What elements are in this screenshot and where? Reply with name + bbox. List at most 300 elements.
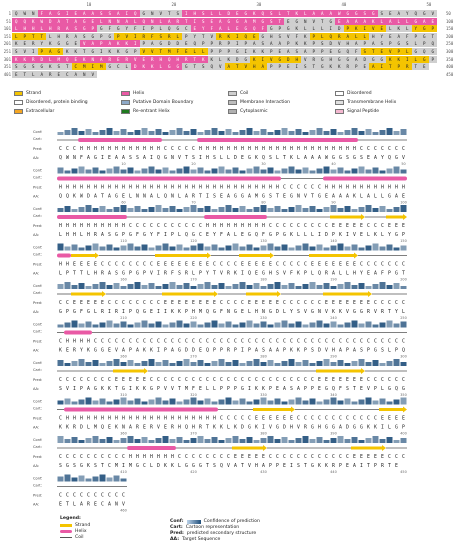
aa-letter: K <box>374 233 377 238</box>
confidence-bar <box>191 398 197 405</box>
confidence-bar <box>387 361 393 366</box>
aa-letter: T <box>185 156 188 161</box>
aa-letter: G <box>101 348 104 354</box>
confidence-bar <box>156 322 162 328</box>
aa-letter: G <box>234 310 237 315</box>
residue-cell: A <box>352 56 361 63</box>
residue-cell: L <box>12 25 21 32</box>
confidence-bar <box>387 169 393 174</box>
residue-cell: V <box>123 33 132 40</box>
residue-cell: Q <box>165 56 174 63</box>
residue-cell: S <box>378 10 387 17</box>
row-label: AA: <box>33 310 40 314</box>
confidence-bar <box>128 436 134 443</box>
confidence-bar <box>58 132 64 135</box>
confidence-bar <box>177 437 183 443</box>
confidence-bar <box>310 282 316 289</box>
pred-letter: C <box>227 339 230 345</box>
confidence-bar <box>191 170 197 174</box>
pred-letter: C <box>297 378 300 383</box>
confidence-bar <box>282 128 288 135</box>
residue-cell: W <box>38 18 47 25</box>
residue-cell: S <box>301 63 310 70</box>
pred-letter: C <box>360 339 363 345</box>
pred-letter: C <box>311 185 314 191</box>
aa-letter: Q <box>402 348 405 354</box>
pred-letter: H <box>94 185 97 191</box>
residue-cell: I <box>131 40 140 47</box>
confidence-bar <box>72 361 78 366</box>
aa-letter: Q <box>318 271 321 277</box>
residue-cell: Y <box>123 25 132 32</box>
row-label: AA: <box>33 348 40 353</box>
pred-letter: E <box>360 301 363 306</box>
residue-cell: D <box>284 56 293 63</box>
residue-cell: L <box>29 71 38 78</box>
confidence-bar <box>163 284 169 289</box>
overview-row <box>0 18 455 25</box>
tick-label: 90 <box>331 200 336 205</box>
pred-letter: C <box>59 339 62 345</box>
residue-cell: G <box>318 56 327 63</box>
aa-letter: V <box>304 310 307 315</box>
residue-cell: D <box>327 40 336 47</box>
pred-letter: H <box>66 339 69 345</box>
aa-letter: P <box>234 387 237 392</box>
residue-cell: Q <box>327 33 336 40</box>
confidence-bar <box>72 128 78 135</box>
pred-letter: E <box>367 455 370 460</box>
pred-letter: H <box>283 147 286 152</box>
pred-letter: C <box>87 455 90 460</box>
confidence-bar <box>401 205 407 212</box>
aa-letter: T <box>241 464 244 469</box>
pred-letter: E <box>276 416 279 422</box>
confidence-bar <box>247 402 253 405</box>
row-label: Conf: <box>33 130 43 134</box>
residue-cell: Q <box>63 56 72 63</box>
pred-letter: C <box>290 262 293 268</box>
psipred-legend <box>60 516 400 546</box>
aa-letter: G <box>136 464 139 469</box>
residue-cell: V <box>80 40 89 47</box>
residue-cell: G <box>80 25 89 32</box>
aa-letter: E <box>59 502 62 508</box>
confidence-bar <box>149 248 155 251</box>
pred-letter: C <box>283 224 286 229</box>
confidence-bar <box>366 322 372 328</box>
confidence-bar <box>366 246 372 251</box>
aa-letter: L <box>178 464 181 469</box>
aa-letter: F <box>136 233 139 238</box>
confidence-bar <box>93 325 99 328</box>
pred-letter: C <box>66 455 69 460</box>
aa-letter: D <box>234 156 237 161</box>
ruler-tick: 10 <box>86 2 92 7</box>
residue-cell: S <box>361 10 370 17</box>
residue-cell: V <box>89 71 98 78</box>
aa-letter: P <box>395 348 398 354</box>
confidence-bar <box>121 286 127 289</box>
aa-letter: M <box>199 310 202 315</box>
pred-letter: H <box>129 416 132 422</box>
confidence-bar <box>65 247 71 251</box>
residue-cell: V <box>301 56 310 63</box>
tick-label: 390 <box>330 431 337 436</box>
confidence-bar <box>366 438 372 443</box>
aa-letter: P <box>402 425 405 431</box>
pred-letter: H <box>381 185 384 191</box>
residue-cell: V <box>310 18 319 25</box>
residue-cell: L <box>301 25 310 32</box>
confidence-bar <box>233 325 239 328</box>
pred-letter: H <box>402 185 405 191</box>
confidence-bar <box>205 171 211 174</box>
pred-letter: H <box>178 416 181 422</box>
residue-cell: A <box>72 33 81 40</box>
tick-label: 310 <box>120 393 127 397</box>
aa-letter: A <box>262 464 265 469</box>
confidence-bar <box>387 402 393 405</box>
legend-feature <box>121 99 193 105</box>
row-start-index: 301 <box>3 56 11 62</box>
confidence-bar <box>114 359 120 366</box>
pred-letter: H <box>206 416 209 422</box>
coil-line-icon <box>60 537 72 538</box>
pred-letter: C <box>87 378 90 383</box>
aa-letter: S <box>262 348 265 354</box>
pred-letter: C <box>402 378 405 383</box>
residue-cell: T <box>80 48 89 55</box>
confidence-bar <box>205 363 211 366</box>
aa-letter: G <box>325 387 328 392</box>
aa-letter: I <box>129 387 132 392</box>
legend-feature <box>121 108 170 114</box>
residue-cell: G <box>233 48 242 55</box>
row-label: Pred: <box>33 262 43 267</box>
pred-letter: E <box>94 301 97 306</box>
aa-letter: T <box>80 271 83 277</box>
aa-letter: V <box>157 425 160 431</box>
pred-letter: C <box>276 339 279 345</box>
aa-letter: R <box>73 348 76 354</box>
pred-letter: C <box>150 378 153 383</box>
confidence-bar <box>240 363 246 366</box>
pred-letter: H <box>157 147 160 152</box>
aa-letter: L <box>276 156 279 161</box>
pred-letter: C <box>220 339 223 345</box>
tick-label: 260 <box>120 354 127 359</box>
pred-letter: C <box>108 378 111 383</box>
pred-letter: H <box>115 416 118 422</box>
confidence-bar <box>366 398 372 405</box>
aa-letter: G <box>115 194 118 200</box>
aa-letter: A <box>332 271 335 277</box>
residue-cell: C <box>182 25 191 32</box>
confidence-bar <box>142 169 148 174</box>
aa-letter: T <box>101 464 104 469</box>
residue-cell: K <box>29 18 38 25</box>
confidence-bar <box>240 282 246 289</box>
residue-cell: K <box>386 56 395 63</box>
residue-cell: G <box>344 10 353 17</box>
residue-cell: E <box>191 25 200 32</box>
residue-cell: N <box>80 71 89 78</box>
residue-cell: G <box>369 10 378 17</box>
pred-letter: C <box>332 455 335 460</box>
aa-letter: G <box>213 310 216 315</box>
residue-cell: A <box>284 48 293 55</box>
pred-letter: C <box>339 339 342 345</box>
confidence-bar <box>401 286 407 289</box>
confidence-bar <box>100 399 106 405</box>
aa-letter: L <box>248 310 251 315</box>
overview-row <box>0 71 455 78</box>
aa-letter: K <box>297 271 300 277</box>
aa-letter: F <box>192 387 195 392</box>
pred-letter: H <box>339 185 342 191</box>
confidence-bar <box>373 436 379 443</box>
pred-letter: C <box>101 493 104 499</box>
aa-letter: R <box>171 425 174 431</box>
confidence-bar <box>366 286 372 289</box>
residue-cell: V <box>429 10 438 17</box>
confidence-bar <box>58 284 64 289</box>
residue-cell: F <box>293 33 302 40</box>
confidence-bar <box>198 401 204 405</box>
residue-cell: R <box>165 33 174 40</box>
confidence-bar <box>226 170 232 174</box>
pred-letter: C <box>276 262 279 268</box>
residue-cell: H <box>267 33 276 40</box>
confidence-bar <box>366 129 372 135</box>
confidence-bar <box>345 439 351 443</box>
tick-label: 20 <box>191 162 196 166</box>
pred-letter: C <box>360 147 363 152</box>
confidence-bar <box>86 438 92 443</box>
confidence-bar <box>394 400 400 405</box>
aa-letter: S <box>213 156 216 161</box>
confidence-bar <box>177 245 183 251</box>
residue-cell: Q <box>420 48 429 55</box>
pred-letter: C <box>381 339 384 345</box>
residue-cell: E <box>72 56 81 63</box>
pred-letter: C <box>367 224 370 229</box>
pred-letter: C <box>290 455 293 460</box>
aa-letter: G <box>115 233 118 238</box>
confidence-bar <box>303 284 309 289</box>
confidence-bar <box>394 207 400 212</box>
confidence-bar <box>128 132 134 135</box>
aa-letter: Q <box>185 425 188 431</box>
confidence-bar <box>366 170 372 174</box>
residue-cell: E <box>386 10 395 17</box>
aa-letter: A <box>248 194 251 200</box>
aa-letter: P <box>66 310 69 315</box>
aa-letter: A <box>87 156 90 161</box>
residue-cell: S <box>157 33 166 40</box>
row-end-index: 150 <box>446 26 454 32</box>
pred-letter: C <box>395 339 398 345</box>
row-label: Pred: <box>33 147 43 151</box>
confidence-bar <box>65 171 71 174</box>
residue-cell: L <box>38 25 47 32</box>
residue-cell: E <box>284 18 293 25</box>
overview-row <box>0 10 455 17</box>
residue-cell: R <box>182 56 191 63</box>
aa-letter: S <box>276 271 279 277</box>
residue-cell: T <box>182 18 191 25</box>
residue-cell: K <box>12 40 21 47</box>
pred-letter: C <box>213 339 216 345</box>
pred-letter: C <box>262 378 265 383</box>
residue-cell: N <box>148 10 157 17</box>
confidence-bar <box>107 361 113 366</box>
aa-letter: S <box>213 194 216 200</box>
aa-letter: D <box>192 348 195 354</box>
pred-letter: H <box>248 185 251 191</box>
residue-cell: I <box>97 48 106 55</box>
aa-letter: Q <box>220 464 223 469</box>
aa-letter: Y <box>150 233 153 238</box>
residue-cell: G <box>123 48 132 55</box>
aa-letter: V <box>171 387 174 392</box>
aa-letter: K <box>290 348 293 354</box>
pred-letter: C <box>94 378 97 383</box>
confidence-bar <box>401 129 407 135</box>
residue-cell: H <box>191 10 200 17</box>
residue-cell: F <box>352 48 361 55</box>
residue-cell: A <box>395 10 404 17</box>
row-end-index: 50 <box>446 11 451 16</box>
confidence-bar <box>373 401 379 405</box>
residue-cell: P <box>310 40 319 47</box>
row-start-index: 1 <box>8 11 11 16</box>
confidence-bar <box>331 398 337 405</box>
pred-letter: H <box>73 224 76 229</box>
aa-letter: L <box>227 425 230 431</box>
pred-letter: C <box>122 262 125 268</box>
aa-letter: E <box>199 387 202 392</box>
tick-label: 60 <box>121 200 126 205</box>
pred-letter: E <box>248 455 251 460</box>
residue-cell: V <box>335 40 344 47</box>
residue-cell: L <box>318 33 327 40</box>
aa-letter: P <box>227 387 230 392</box>
aa-letter: I <box>101 156 104 161</box>
row-label: Cart: <box>33 483 42 488</box>
pred-letter: H <box>276 147 279 152</box>
confidence-bar <box>72 209 78 212</box>
legend-swatch-icon <box>228 91 237 96</box>
aa-letter: G <box>178 348 181 354</box>
residue-cell: Y <box>378 33 387 40</box>
residue-cell: R <box>174 18 183 25</box>
residue-cell: I <box>259 56 268 63</box>
pred-letter: E <box>402 224 405 229</box>
confidence-bar <box>394 440 400 443</box>
residue-cell: K <box>72 48 81 55</box>
residue-cell: M <box>250 18 259 25</box>
confidence-bar <box>296 129 302 135</box>
confidence-bar <box>149 400 155 405</box>
residue-cell: A <box>89 40 98 47</box>
aa-letter: L <box>381 387 384 392</box>
aa-letter: P <box>220 348 223 354</box>
residue-cell: E <box>140 56 149 63</box>
aa-letter: A <box>374 156 377 161</box>
residue-cell: L <box>276 10 285 17</box>
confidence-bar <box>338 208 344 212</box>
aa-letter: F <box>157 233 160 238</box>
aa-letter: E <box>367 156 370 161</box>
pred-letter: H <box>227 147 230 152</box>
pred-letter: C <box>290 378 293 383</box>
confidence-bar <box>114 207 120 212</box>
confidence-bar <box>121 479 127 482</box>
confidence-bar <box>135 130 141 135</box>
residue-cell: K <box>250 48 259 55</box>
pred-letter: C <box>213 378 216 383</box>
pred-letter: H <box>108 185 111 191</box>
confidence-bar <box>324 283 330 289</box>
aa-letter: K <box>332 310 335 315</box>
pred-letter: C <box>241 339 244 345</box>
pred-letter: E <box>283 416 286 422</box>
pred-letter: E <box>332 262 335 268</box>
row-end-index: 100 <box>446 18 454 24</box>
pred-letter: E <box>185 262 188 268</box>
confidence-bar <box>79 440 85 443</box>
residue-cell: A <box>225 63 234 70</box>
confidence-bar <box>380 206 386 212</box>
aa-letter: E <box>360 387 363 392</box>
pred-letter: C <box>283 262 286 268</box>
pred-letter: E <box>262 455 265 460</box>
aa-letter: K <box>290 233 293 238</box>
aa-letter: Q <box>262 156 265 161</box>
aa-letter: P <box>304 348 307 354</box>
confidence-bar <box>156 170 162 174</box>
residue-cell: E <box>21 40 30 47</box>
aa-letter: G <box>388 194 391 200</box>
residue-cell: L <box>412 40 421 47</box>
pred-letter: C <box>59 493 62 499</box>
aa-letter: L <box>311 271 314 277</box>
aa-letter: K <box>73 194 76 200</box>
pred-letter: H <box>192 416 195 422</box>
confidence-bar <box>352 209 358 212</box>
residue-cell: T <box>21 71 30 78</box>
residue-cell: A <box>63 25 72 32</box>
residue-cell: P <box>429 25 438 32</box>
tick-label: 460 <box>120 508 127 513</box>
aa-letter: A <box>185 194 188 200</box>
pred-letter: E <box>164 262 167 268</box>
residue-cell: L <box>46 33 55 40</box>
pred-letter: H <box>157 185 160 191</box>
aa-letter: S <box>360 156 363 161</box>
legend-feature-label: Re-entrant Helix <box>133 108 170 114</box>
pred-letter: H <box>206 224 209 229</box>
aa-letter: P <box>276 233 279 238</box>
confidence-bar <box>114 400 120 405</box>
aa-letter: F <box>80 310 83 315</box>
aa-letter: P <box>129 348 132 354</box>
aa-letter: T <box>276 194 279 200</box>
pred-letter: C <box>115 301 118 306</box>
residue-cell: R <box>29 40 38 47</box>
